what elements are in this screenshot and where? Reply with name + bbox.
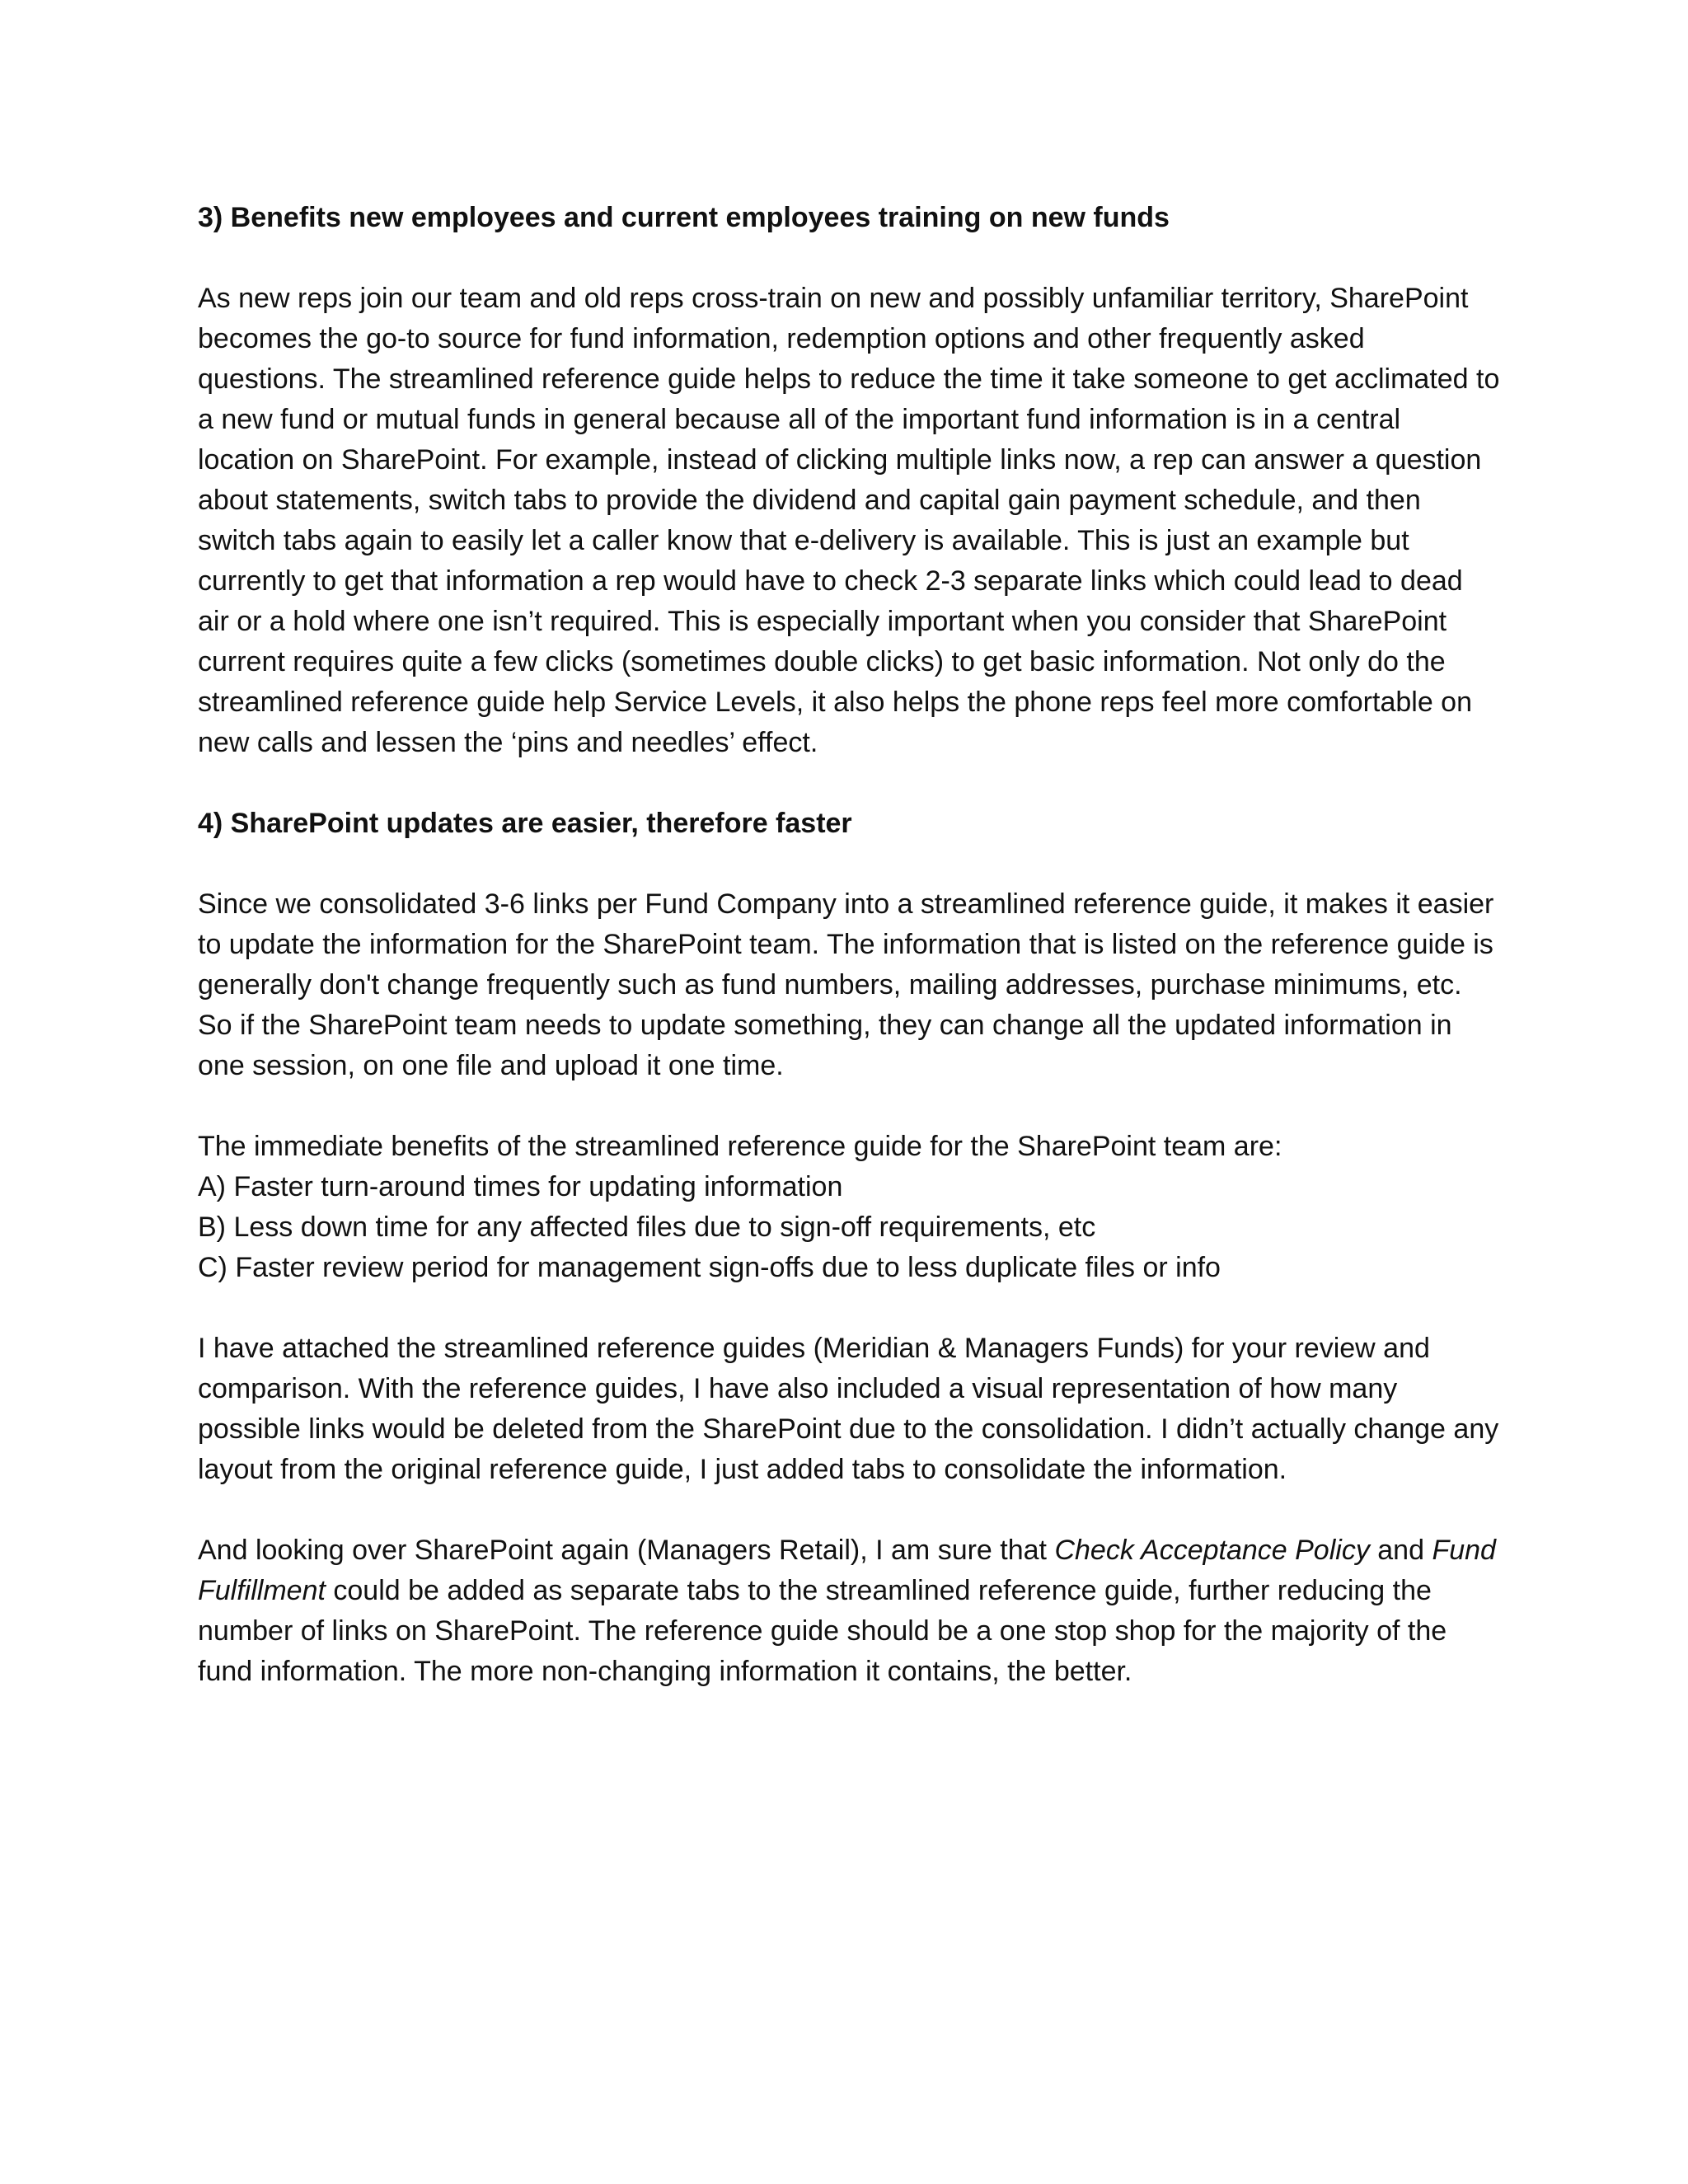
benefits-intro: The immediate benefits of the streamlined reference guide for the SharePoint team are: <box>198 1131 1282 1162</box>
section-4-paragraph: Since we consolidated 3-6 links per Fund Company into a streamlined reference guide, it makes it easier to update the information for the SharePoint team. The information that is listed on the reference guide is generally don't change frequently such as fund numbers, mailing addresses, purchase minimums, etc. So if the SharePoint team needs to update something, they can change all the updated information in one session, on one file and upload it one time. <box>198 888 1494 1081</box>
attached-guides-paragraph: I have attached the streamlined reference guides (Meridian & Managers Funds) for your review and comparison. With the reference guides, I have also included a visual representation of how many possible links would be deleted from the SharePoint due to the consolidation. I didn’t actually change any layout from the original reference guide, I just added tabs to consolidate the information. <box>198 1333 1499 1485</box>
benefit-item-b: B) Less down time for any affected files due to sign-off requirements, etc <box>198 1212 1096 1243</box>
section-4-heading: 4) SharePoint updates are easier, therefore faster <box>198 808 852 839</box>
section-3-heading: 3) Benefits new employees and current employees training on new funds <box>198 202 1170 233</box>
closing-text-2: and <box>1369 1535 1432 1566</box>
benefit-item-c: C) Faster review period for management sign-offs due to less duplicate files or info <box>198 1252 1221 1283</box>
benefits-list <box>198 1127 1500 1288</box>
closing-paragraph <box>198 1530 1500 1692</box>
check-acceptance-policy-text: Check Acceptance Policy <box>1054 1535 1370 1566</box>
fund-fulfillment-text: Fund Fulfillment <box>198 1535 1496 1606</box>
closing-text-3: could be added as separate tabs to the streamlined reference guide, further reducing the number of links on SharePoint. The reference guide should be a one stop shop for the majority of the fund information. The more non-changing information it contains, the better. <box>198 1575 1447 1687</box>
benefit-item-a: A) Faster turn-around times for updating information <box>198 1171 843 1202</box>
closing-text-1: And looking over SharePoint again (Managers Retail), I am sure that <box>198 1535 1055 1566</box>
section-3-paragraph: As new reps join our team and old reps cross-train on new and possibly unfamiliar territory, SharePoint becomes the go-to source for fund information, redemption options and other frequently asked questions. The streamlined reference guide helps to reduce the time it take someone to get acclimated to a new fund or mutual funds in general because all of the important fund information is in a central location on SharePoint. For example, instead of clicking multiple links now, a rep can answer a question about statements, switch tabs to provide the dividend and capital gain payment schedule, and then switch tabs again to easily let a caller know that e-delivery is available. This is just an example but currently to get that information a rep would have to check 2-3 separate links which could lead to dead air or a hold where one isn’t required. This is especially important when you consider that SharePoint current requires quite a few clicks (sometimes double clicks) to get basic information. Not only do the streamlined reference guide help Service Levels, it also helps the phone reps feel more comfortable on new calls and lessen the ‘pins and needles’ effect. <box>198 283 1500 758</box>
document-page <box>198 198 1500 1732</box>
